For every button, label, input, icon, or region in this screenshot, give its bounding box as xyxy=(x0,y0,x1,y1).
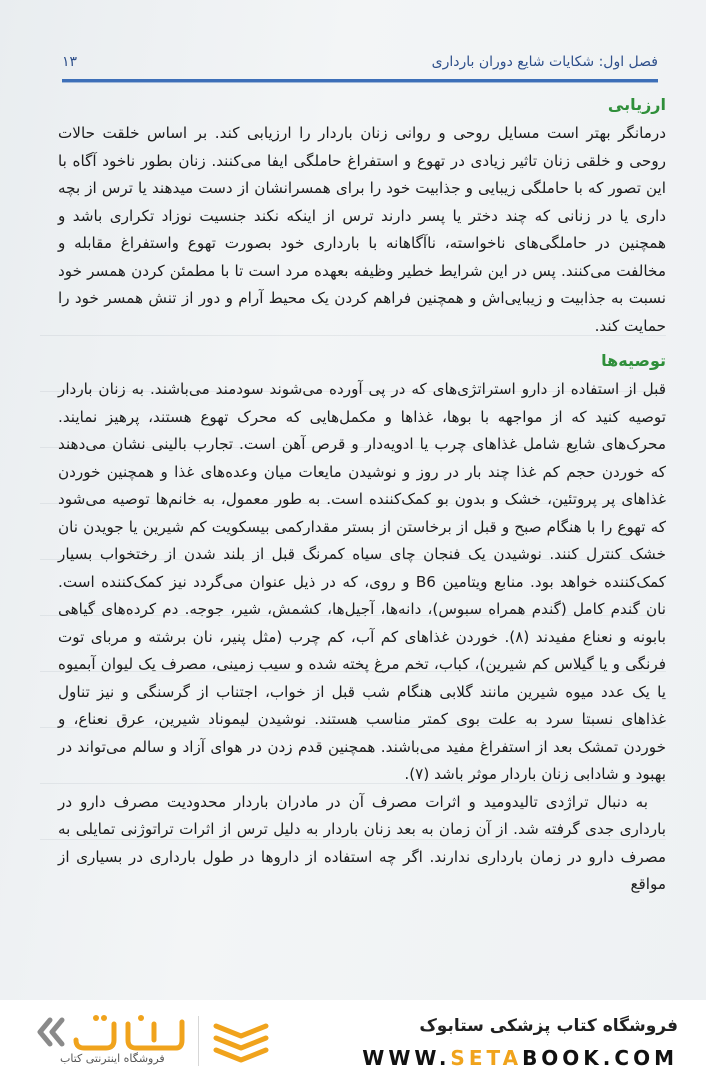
footer-divider xyxy=(198,1016,199,1066)
url-prefix: WWW. xyxy=(362,1046,451,1070)
section-heading-assessment: ارزیابی xyxy=(607,95,666,114)
page-number: ۱۳ xyxy=(62,54,78,70)
url-suffix: BOOK.COM xyxy=(522,1046,678,1070)
page-body xyxy=(58,92,666,899)
header-rule xyxy=(62,79,658,83)
footer-banner xyxy=(0,1000,706,1080)
chapter-title: فصل اول: شکایات شایع دوران بارداری xyxy=(431,54,658,70)
setabook-logo xyxy=(36,1010,186,1054)
section-heading-recommendations: توصیه‌ها xyxy=(601,351,666,370)
book-stack-icon xyxy=(212,1018,270,1064)
store-name: فروشگاه کتاب پزشکی ستابوک xyxy=(419,1016,678,1036)
paragraph-assessment: درمانگر بهتر است مسایل روحی و روانی زنان باردار را ارزیابی کند. بر اساس خلقت حالات روحی و خلقی زنان تاثیر زیادی در تهوع و استفراغ حاملگی ایفا می‌کنند. زنان بطور ناخود آگاه با این تصور که با حاملگی زیبایی و جذابیت خود را برای همسرانشان از دست میدهند یا ترس از بچه داری یا در زنانی که چند دختر یا پسر دارند ترس از اینکه نکند جنسیت نوزاد تکراری باشد و همچنین در حاملگی‌های ناخواسته، ناآگاهانه با بارداری خود بصورت تهوع واستفراغ مقابله و مخالفت می‌کنند. پس در این شرایط خطیر وظیفه بعهده مرد است تا با مطمئن کردن همسر خود نسبت به جذابیت و زیبایی‌اش و همچنین فراهم کردن یک محیط آرام و دور از تنش همسر خود را حمایت کند. xyxy=(58,124,666,335)
store-url-link[interactable] xyxy=(362,1046,678,1070)
paragraph-recommendations-1: قبل از استفاده از دارو استراتژی‌های که در پی آورده می‌شوند سودمند می‌باشند. به زنان باردار توصیه کنید که از مواجهه با بوها، غذاها و مکمل‌هایی که محرک تهوع هستند، پرهیز نمایند. محرک‌های شایع شامل غذاهای چرب یا ادویه‌دار و قرص آهن است. تجارب بالینی نشان می‌دهند که خوردن حجم کم غذا چند بار در روز و نوشیدن مایعات میان وعده‌های غذا و همچنین خوردن غذاهای پر پروتئین، خشک و بدون بو کمک‌کننده است. به طور معمول، به خانم‌ها توصیه می‌شود که تهوع را با هنگام صبح و قبل از برخاستن از بستر مقدارکمی بیسکویت کم شیرین یا جویدن نان خشک کنترل کنند. نوشیدن یک فنجان چای سیاه کمرنگ قبل از بلند شدن از رختخواب بسیار کمک‌کننده خواهد بود. منابع ویتامین B6 و روی، که در ذیل عنوان می‌گردد نیز کمک‌کننده است. نان گندم کامل (گندم همراه سبوس)، دانه‌ها، آجیل‌ها، کشمش، شیر، جوجه. دم کرده‌های گیاهی بابونه و نعناع مفیدند (۸). خوردن غذاهای کم آب، کم چرب (مثل پنیر، نان برشته و مربای توت فرنگی و یا گیلاس کم شیرین)، کباب، تخم مرغ پخته شده و سیب زمینی، مصرف یک لیوان آبمیوه یا یک عدد میوه شیرین مانند گلابی هنگام شب قبل از خواب، اجتناب از گرسنگی و نیز تناول غذاهای نسبتا سرد به علت بوی کمتر مناسب هستند. نوشیدن لیموناد شیرین، عرق نعناع، و خوردن تمشک بعد از استفراغ مفید می‌باشند. همچنین قدم زدن در هوای آزاد و سالم می‌تواند در بهبود و شادابی زنان باردار موثر باشد (۷). xyxy=(58,380,666,783)
logo-subtitle: فروشگاه اینترنتی کتاب xyxy=(60,1052,165,1065)
paragraph-recommendations-2: به دنبال تراژدی تالیدومید و اثرات مصرف آن در مادران باردار محدودیت مصرف دارو در بارداری جدی گرفته شد. از آن زمان به بعد زنان باردار به دلیل ترس از اثرات تراتوژنی تمایلی به مصرف دارو در زمان بارداری ندارند. اگر چه استفاده از داروها در طول بارداری در بسیاری از مواقع xyxy=(58,792,666,893)
url-accent: SETA xyxy=(450,1046,523,1070)
